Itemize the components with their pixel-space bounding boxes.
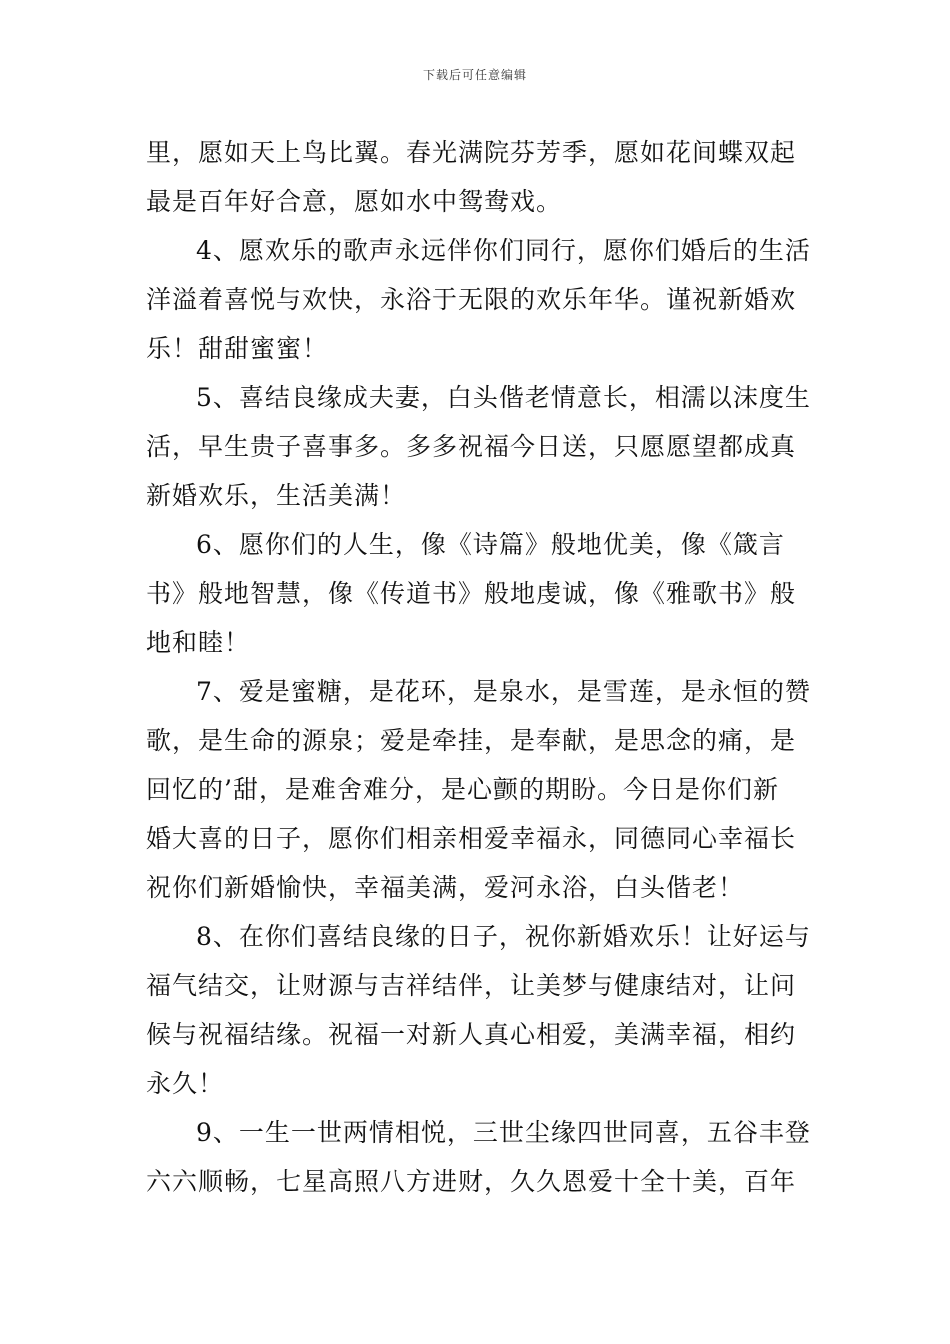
text-line: 永久！ bbox=[146, 1069, 225, 1098]
text-line: 地和睦！ bbox=[146, 628, 251, 657]
paragraph-6-start: 6、愿你们的人生，像《诗篇》般地优美，像《箴言 bbox=[196, 530, 785, 559]
paragraph-5-start: 5、喜结良缘成夫妻，白头偕老情意长，相濡以沫度生 bbox=[196, 383, 811, 412]
text-line: 福气结交，让财源与吉祥结伴，让美梦与健康结对，让问 bbox=[146, 971, 797, 1000]
text-line: 六六顺畅，七星高照八方进财，久久恩爱十全十美，百年 bbox=[146, 1167, 797, 1196]
text-line: 洋溢着喜悦与欢快，永浴于无限的欢乐年华。谨祝新婚欢 bbox=[146, 285, 797, 314]
paragraph-9-start: 9、一生一世两情相悦，三世尘缘四世同喜，五谷丰登 bbox=[196, 1118, 811, 1147]
page-header-note: 下载后可任意编辑 bbox=[422, 68, 527, 82]
paragraph-8-start: 8、在你们喜结良缘的日子，祝你新婚欢乐！让好运与 bbox=[196, 922, 811, 951]
text-line: 书》般地智慧，像《传道书》般地虔诚，像《雅歌书》般 bbox=[146, 579, 797, 608]
text-line: 婚大喜的日子，愿你们相亲相爱幸福永，同德同心幸福长 bbox=[146, 824, 797, 853]
text-line: 乐！甜甜蜜蜜！ bbox=[146, 334, 329, 363]
text-line: 新婚欢乐，生活美满！ bbox=[146, 481, 407, 510]
paragraph-7-start: 7、爱是蜜糖，是花环，是泉水，是雪莲，是永恒的赞 bbox=[196, 677, 811, 706]
text-line: 活，早生贵子喜事多。多多祝福今日送，只愿愿望都成真 bbox=[146, 432, 797, 461]
text-line: 候与祝福结缘。祝福一对新人真心相爱，美满幸福，相约 bbox=[146, 1020, 797, 1049]
document-body bbox=[146, 128, 811, 1206]
text-line: 里，愿如天上鸟比翼。春光满院芬芳季，愿如花间蝶双起 bbox=[146, 138, 797, 167]
paragraph-4-start: 4、愿欢乐的歌声永远伴你们同行，愿你们婚后的生活 bbox=[196, 236, 811, 265]
text-line: 歌，是生命的源泉；爱是牵挂，是奉献，是思念的痛，是 bbox=[146, 726, 797, 755]
text-line: 最是百年好合意，愿如水中鸳鸯戏。 bbox=[146, 187, 563, 216]
text-line: 回忆的’甜，是难舍难分，是心颤的期盼。今日是你们新 bbox=[146, 775, 779, 804]
text-line: 祝你们新婚愉快，幸福美满，爱河永浴，白头偕老！ bbox=[146, 873, 745, 902]
